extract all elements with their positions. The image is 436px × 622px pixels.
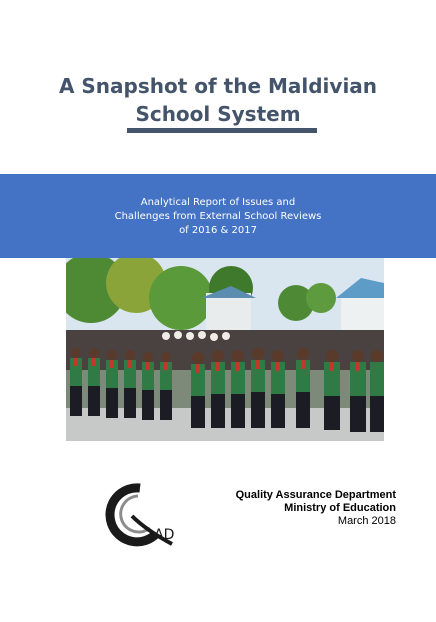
subtitle-line-2: Challenges from External School Reviews	[114, 211, 322, 222]
photo-tree	[306, 283, 336, 313]
department-name: Quality Assurance Department	[235, 489, 396, 501]
qad-logo	[104, 482, 184, 552]
report-subtitle	[0, 196, 436, 238]
title-underline	[127, 128, 317, 133]
subtitle-line-3: of 2016 & 2017	[179, 225, 257, 236]
ministry-name: Ministry of Education	[284, 502, 396, 514]
title-line-2: School System	[135, 102, 301, 126]
publisher-block	[236, 489, 396, 528]
title-line-1: A Snapshot of the Maldivian	[58, 74, 378, 98]
photo-illustration	[66, 258, 384, 441]
school-assembly-photo	[66, 258, 384, 441]
publication-date: March 2018	[337, 515, 396, 527]
logo-ad-text: AD	[154, 527, 175, 543]
report-title	[0, 72, 436, 128]
qad-logo-icon	[104, 482, 184, 552]
subtitle-line-1: Analytical Report of Issues and	[140, 197, 296, 208]
